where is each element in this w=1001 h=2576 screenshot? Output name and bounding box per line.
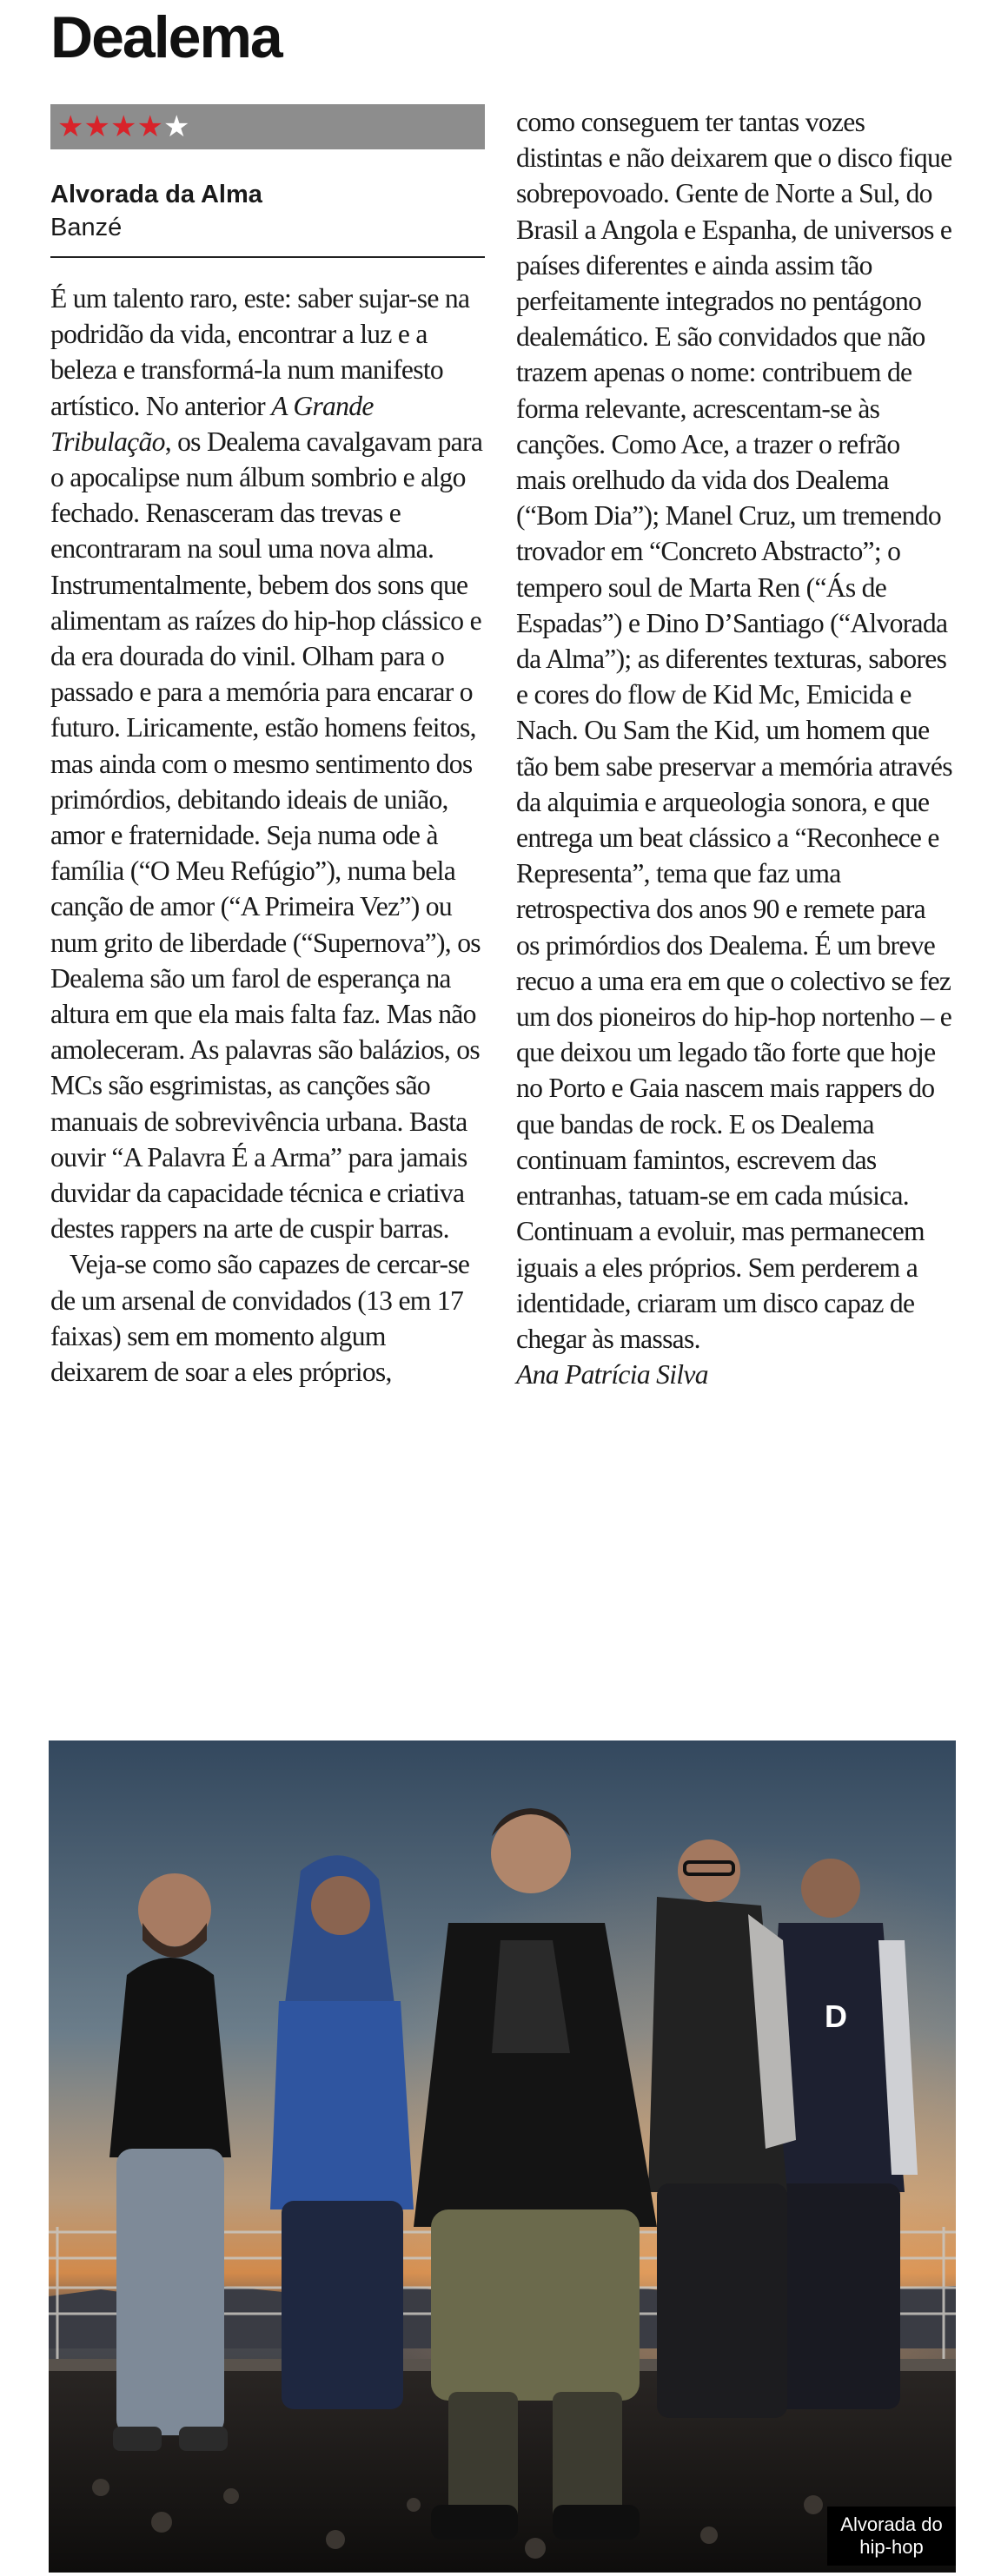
rating-bar [50, 104, 485, 149]
review-author: Ana Patrícia Silva [516, 1359, 708, 1390]
record-label: Banzé [50, 214, 123, 241]
star-empty-icon: ★ [162, 109, 190, 144]
star-filled-icon: ★ [109, 109, 137, 144]
star-filled-icon: ★ [136, 109, 163, 144]
album-title: Alvorada da Alma [50, 181, 262, 208]
photo-caption: Alvorada do hip-hop [827, 2507, 956, 2566]
review-column-right [516, 104, 954, 1392]
review-paragraph-continued: como conseguem ter tantas vozes distintas e não deixarem que o disco fique sobrepovoado. Gente de Norte a Sul, do Brasil a Angola e Espanha, de universos e países diferentes e ainda assim tão perfeitamente integrados no pentágono dealemático. E são convidados que não trazem apenas o nome: contribuem de forma relevante, acrescentam-se às canções. Como Ace, a trazer o refrão mais orelhudo da vida dos Dealema (“Bom Dia”); Manel Cruz, um tremendo trovador em “Concreto Abstracto”; o tempero soul de Marta Ren (“Ás de Espadas”) e Dino D’Santiago (“Alvorada da Alma”); as diferentes texturas, sabores e cores do flow de Kid Mc, Emicida e Nach. Ou Sam the Kid, um homem que tão bem sabe preservar a memória através da alquimia e arqueologia sonora, e que entrega um beat clássico a “Reconhece e Representa”, tema que faz uma retrospectiva dos anos 90 e remete para os primórdios dos Dealema. É um breve recuo a uma era em que o colectivo se fez um dos pioneiros do hip-hop nortenho – e que deixou um legado tão forte que hoje no Porto e Gaia nascem mais rappers do que bandas de rock. E os Dealema continuam famintos, escrevem das entranhas, tatuam-se em cada música. Continuam a evoluir, mas permanecem iguais a eles próprios. Sem perderem a identidade, criaram um disco capaz de chegar às massas. [516, 107, 952, 1354]
review-column-left [50, 281, 488, 1390]
band-photo-image [49, 1740, 956, 2573]
album-info [50, 178, 485, 258]
star-filled-icon: ★ [57, 109, 84, 144]
star-filled-icon: ★ [83, 109, 110, 144]
review-paragraph-2: Veja-se como são capazes de cercar-se de um arsenal de convidados (13 em 17 faixas) sem em momento algum deixarem de soar a eles próprios, [50, 1249, 470, 1388]
shirt-print: D [825, 1998, 847, 2034]
review-paragraph-1 [50, 281, 488, 1246]
album-reference: A Grande Tribulação [50, 390, 374, 457]
band-photo [49, 1740, 956, 2573]
review-text: É um talento raro, este: saber sujar-se na podridão da vida, encontrar a luz e a beleza e transformá-la num manifesto artístico. No anterior [50, 283, 470, 421]
review-title: Dealema [50, 4, 282, 70]
review-text: , os Dealema cavalgavam para o apocalipse num álbum sombrio e algo fechado. Renasceram das trevas e encontraram na soul uma nova alma. Instrumentalmente, bebem dos sons que alimentam as raízes do hip-hop clássico e da era dourada do vinil. Olham para o passado e para a memória para encarar o futuro. Liricamente, estão homens feitos, mas ainda com o mesmo sentimento dos primórdios, debitando ideais de união, amor e fraternidade. Seja numa ode à família (“O Meu Refúgio”), numa bela canção de amor (“A Primeira Vez”) ou num grito de liberdade (“Supernova”), os Dealema são um farol de esperança na altura em que ela mais falta faz. Mas não amoleceram. As palavras são balázios, os MCs são esgrimistas, as canções são manuais de sobrevivência urbana. Basta ouvir “A Palavra É a Arma” para jamais duvidar da capacidade técnica e criativa destes rappers na arte de cuspir barras. [50, 426, 483, 1245]
